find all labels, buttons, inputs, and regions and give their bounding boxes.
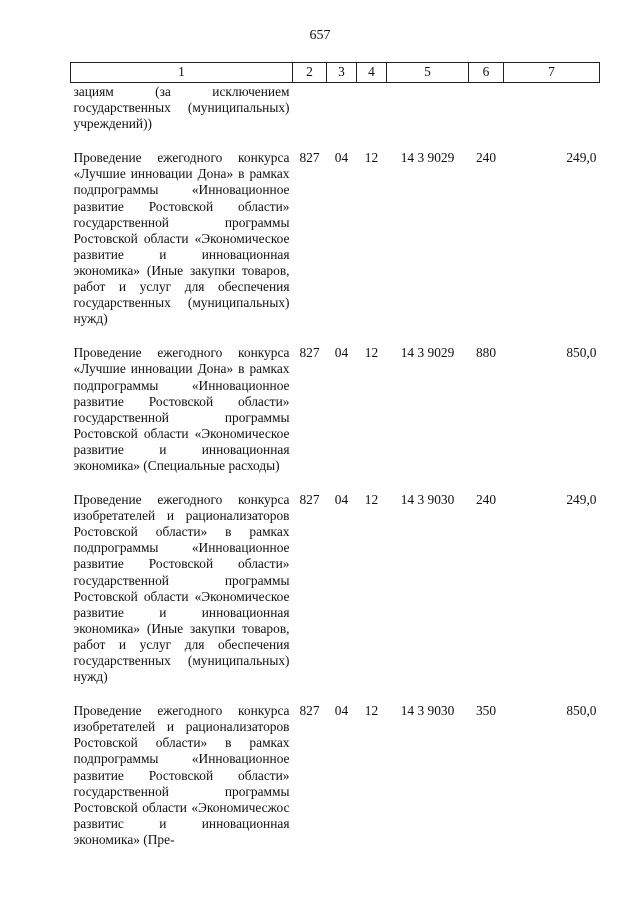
table-row bbox=[71, 83, 600, 133]
column-header: 1 bbox=[71, 63, 293, 83]
budget-table bbox=[70, 62, 600, 848]
column-header: 7 bbox=[504, 63, 600, 83]
amount: 850,0 bbox=[566, 345, 597, 361]
section-code: 04 bbox=[334, 492, 349, 508]
page-number: 657 bbox=[309, 28, 331, 43]
target-article-code: 14 3 9030 bbox=[400, 703, 455, 719]
table-row bbox=[71, 474, 600, 685]
expense-description: Проведение ежегодного конкурса изобретателей и рационализаторов Ростовской области» в рамках подпрограммы «Инновационное развитие Ростовской области» государственной программы Ростовской области «Экономичесжос развитис и инновационная экономика» (Пре- bbox=[73, 703, 290, 847]
table-header-row bbox=[71, 63, 600, 83]
target-article-code bbox=[387, 83, 469, 133]
subsection-code bbox=[357, 83, 387, 133]
section-code: 04 bbox=[334, 345, 349, 361]
amount: 249,0 bbox=[566, 150, 597, 166]
section-code: 04 bbox=[334, 150, 349, 166]
column-header: 2 bbox=[293, 63, 327, 83]
column-header: 5 bbox=[387, 63, 469, 83]
expense-type-code: 350 bbox=[475, 703, 497, 719]
column-header: 6 bbox=[469, 63, 504, 83]
target-article-code: 14 3 9029 bbox=[400, 345, 455, 361]
target-article-code: 14 3 9030 bbox=[400, 492, 455, 508]
ministry-code: 827 bbox=[299, 492, 320, 508]
amount bbox=[504, 83, 600, 133]
subsection-code: 12 bbox=[364, 703, 379, 719]
ministry-code: 827 bbox=[299, 345, 320, 361]
expense-description: зациям (за исключением государственных (муниципальных) учреждений)) bbox=[73, 84, 290, 132]
section-code bbox=[327, 83, 357, 133]
table-row bbox=[71, 685, 600, 848]
expense-description: Проведение ежегодного конкурса изобретателей и рационализаторов Ростовской области» в рамках подпрограммы «Инновационное развитие Ростовской области» государственной программы Ростовской области «Экономическое развитие и инновационная экономика» (Иные закупки товаров, работ и услуг для обеспечения государственных (муниципальных) нужд) bbox=[73, 492, 290, 685]
expense-description: Проведение ежегодного конкурса «Лучшие инновации Дона» в рамках подпрограммы «Инновационное развитие Ростовской области» государственной программы Ростовской области «Экономическое развитие и инновационная экономика» (Специальные расходы) bbox=[73, 345, 290, 473]
target-article-code: 14 3 9029 bbox=[400, 150, 455, 166]
subsection-code: 12 bbox=[364, 345, 379, 361]
table-row bbox=[71, 327, 600, 474]
table-row bbox=[71, 132, 600, 327]
column-header: 4 bbox=[357, 63, 387, 83]
amount: 850,0 bbox=[566, 703, 597, 719]
ministry-code bbox=[293, 83, 327, 133]
expense-type-code bbox=[469, 83, 504, 133]
ministry-code: 827 bbox=[299, 150, 320, 166]
subsection-code: 12 bbox=[364, 492, 379, 508]
ministry-code: 827 bbox=[299, 703, 320, 719]
expense-type-code: 880 bbox=[475, 345, 497, 361]
expense-type-code: 240 bbox=[475, 150, 497, 166]
expense-type-code: 240 bbox=[475, 492, 497, 508]
column-header: 3 bbox=[327, 63, 357, 83]
amount: 249,0 bbox=[566, 492, 597, 508]
subsection-code: 12 bbox=[364, 150, 379, 166]
section-code: 04 bbox=[334, 703, 349, 719]
expense-description: Проведение ежегодного конкурса «Лучшие инновации Дона» в рамках подпрограммы «Инновационное развитие Ростовской области» государственной программы Ростовской области «Экономическое развитие и инновационная экономика» (Иные закупки товаров, работ и услуг для обеспечения государственных (муниципальных) нужд) bbox=[73, 150, 290, 327]
